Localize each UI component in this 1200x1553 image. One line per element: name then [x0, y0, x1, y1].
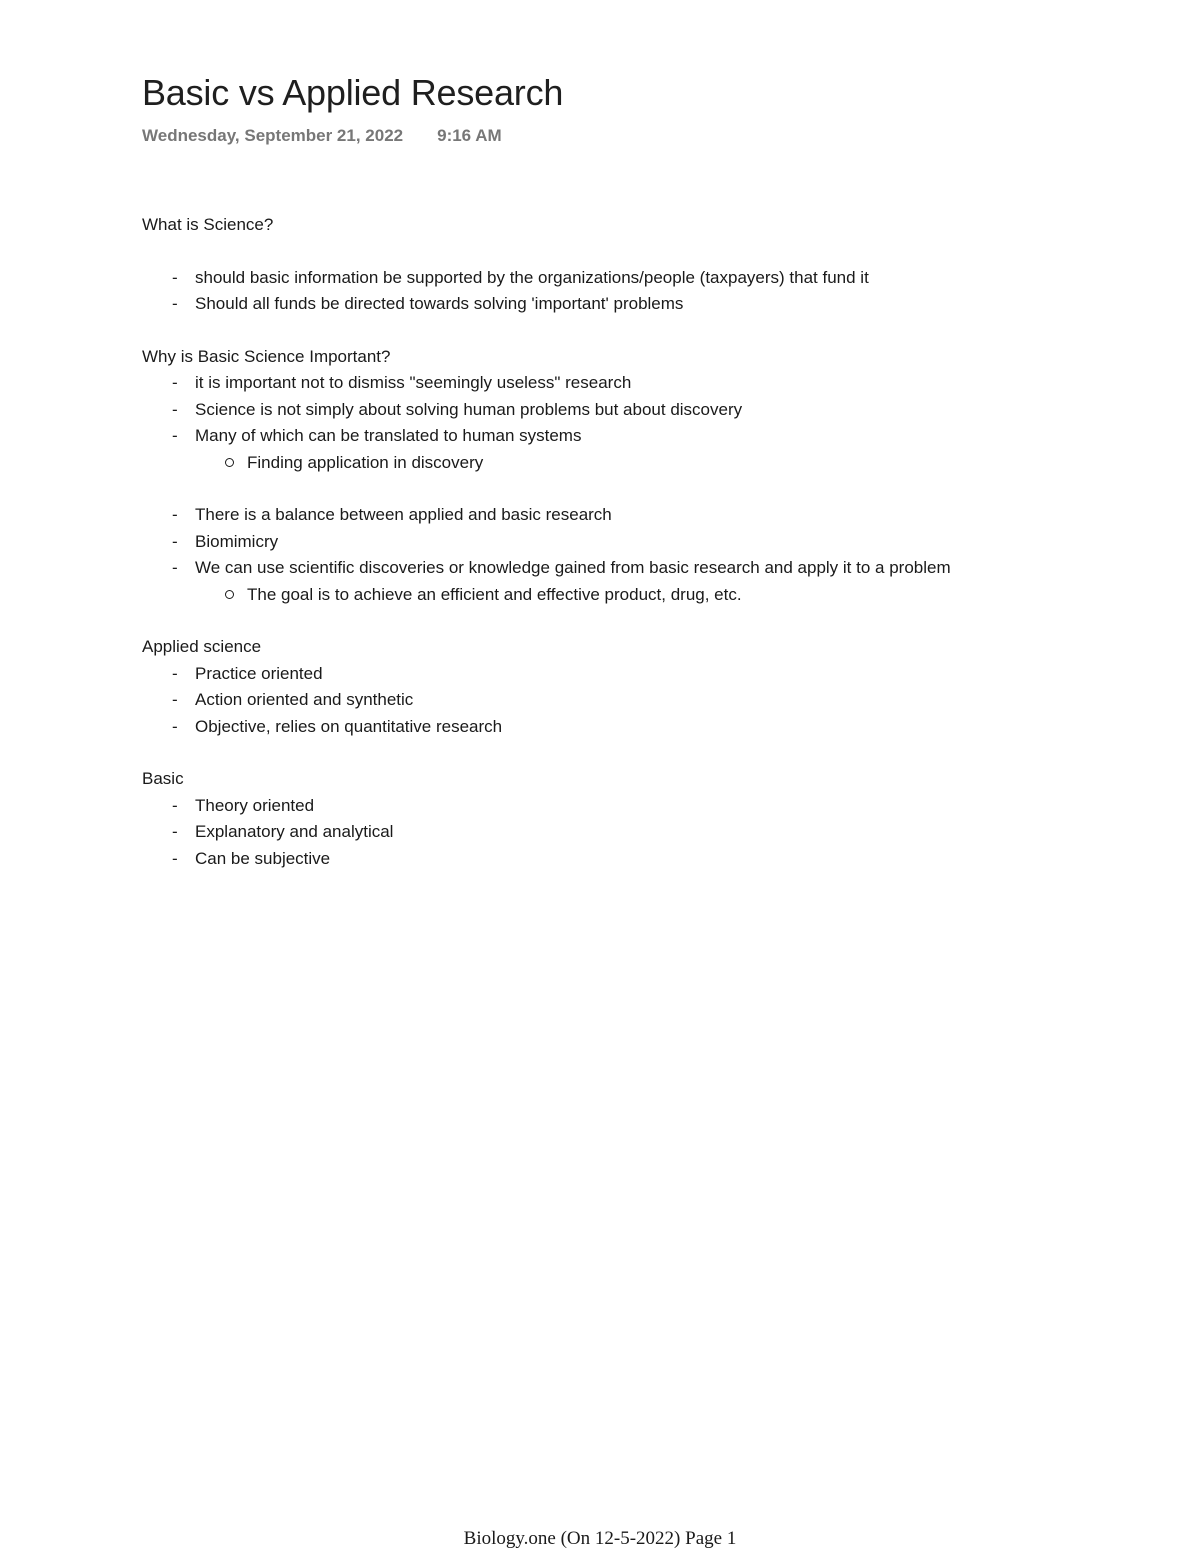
- list-item: - it is important not to dismiss "seemingly useless" research: [142, 370, 1042, 397]
- section-heading-why-basic: Why is Basic Science Important?: [142, 346, 391, 366]
- list-item: - Objective, relies on quantitative research: [142, 714, 1042, 741]
- section-heading-what-is-science: What is Science?: [142, 215, 274, 234]
- list-item: - Biomimicry: [142, 529, 1042, 556]
- note-body: [142, 212, 1042, 872]
- page-date: Wednesday, September 21, 2022: [142, 126, 404, 145]
- section-heading-applied: Applied science: [142, 637, 262, 656]
- sub-list: [195, 582, 1042, 609]
- sub-list: [195, 450, 1042, 477]
- list-item: - Can be subjective: [142, 846, 1042, 873]
- why-basic-list: [142, 370, 1042, 476]
- list-item: - Science is not simply about solving human problems but about discovery: [142, 397, 1042, 424]
- basic-list: [142, 793, 1042, 873]
- applied-list: [142, 661, 1042, 741]
- what-is-science-list: [142, 265, 1042, 318]
- list-item: - Practice oriented: [142, 661, 1042, 688]
- list-item: - Explanatory and analytical: [142, 819, 1042, 846]
- list-item: - Should all funds be directed towards solving 'important' problems: [142, 291, 1042, 318]
- list-item: - Action oriented and synthetic: [142, 687, 1042, 714]
- page-footer: Biology.one (On 12-5-2022) Page 1: [463, 1528, 737, 1549]
- sub-list-item: The goal is to achieve an efficient and effective product, drug, etc.: [195, 582, 1042, 609]
- list-item: [142, 423, 1042, 476]
- section-heading-basic: Basic: [142, 769, 184, 788]
- page-meta: [142, 126, 502, 146]
- list-item-text: We can use scientific discoveries or knowledge gained from basic research and apply it to a problem: [195, 558, 951, 577]
- page-title: Basic vs Applied Research: [142, 72, 564, 113]
- list-item-text: Many of which can be translated to human systems: [195, 426, 582, 445]
- why-basic-list-2: [142, 502, 1042, 608]
- sub-list-item: Finding application in discovery: [195, 450, 1042, 477]
- list-item: - should basic information be supported by the organizations/people (taxpayers) that fund it: [142, 265, 1042, 292]
- list-item: - Theory oriented: [142, 793, 1042, 820]
- list-item: [142, 555, 1042, 608]
- page-time: 9:16 AM: [437, 126, 502, 145]
- list-item: - There is a balance between applied and basic research: [142, 502, 1042, 529]
